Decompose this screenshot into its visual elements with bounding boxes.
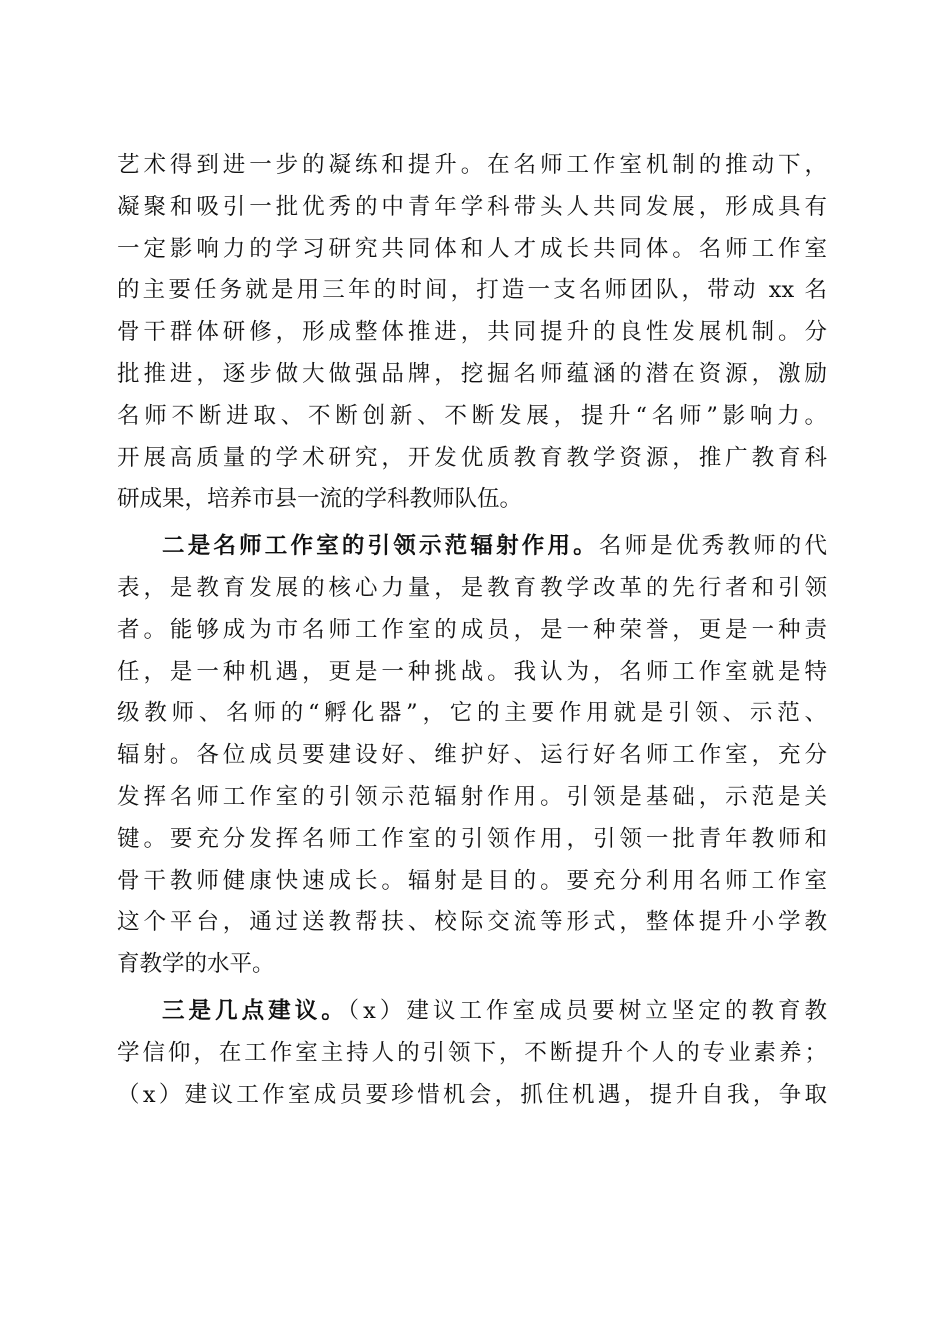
paragraph-first-line [117, 991, 827, 1033]
text-line: 育教学的水平。 [117, 951, 275, 978]
text-line: 一定影响力的学习研究共同体和人才成长共同体。名师工作室 [117, 235, 827, 262]
text-line: 者。能够成为市名师工作室的成员，是一种荣誉，更是一种责 [117, 616, 827, 643]
document-body [117, 145, 827, 1116]
text-line: 名师不断进取、不断创新、不断发展，提升“名师”影响力。 [117, 402, 827, 429]
paragraph-first-line [117, 526, 827, 568]
text-line: 凝聚和吸引一批优秀的中青年学科带头人共同发展，形成具有 [117, 193, 827, 220]
text-line: （x）建议工作室成员要珍惜机会，抓住机遇，提升自我，争取 [117, 1081, 827, 1108]
text-line: 表，是教育发展的核心力量，是教育教学改革的先行者和引领 [117, 574, 827, 601]
paragraph-2 [117, 526, 827, 986]
text-line: 骨干群体研修，形成整体推进，共同提升的良性发展机制。分 [117, 319, 827, 346]
text-run: 名师是优秀教师的代 [598, 533, 827, 560]
text-line: 的主要任务就是用三年的时间，打造一支名师团队，带动 xx 名 [117, 277, 827, 304]
text-line: 级教师、名师的“孵化器”，它的主要作用就是引领、示范、 [117, 700, 827, 727]
text-line: 批推进，逐步做大做强品牌，挖掘名师蕴涵的潜在资源，激励 [117, 360, 827, 387]
text-line: 骨干教师健康快速成长。辐射是目的。要充分利用名师工作室 [117, 867, 827, 894]
text-line: 辐射。各位成员要建设好、维护好、运行好名师工作室，充分 [117, 742, 827, 769]
text-line: 开展高质量的学术研究，开发优质教育教学资源，推广教育科 [117, 444, 827, 471]
text-line: 研成果，培养市县一流的学科教师队伍。 [117, 486, 523, 513]
text-line: 学信仰，在工作室主持人的引领下，不断提升个人的专业素养； [117, 1039, 827, 1066]
text-line: 艺术得到进一步的凝练和提升。在名师工作室机制的推动下， [117, 152, 827, 178]
paragraph-heading: 三是几点建议。 [162, 997, 348, 1024]
paragraph-heading: 二是名师工作室的引领示范辐射作用。 [162, 533, 599, 560]
text-line: 任，是一种机遇，更是一种挑战。我认为，名师工作室就是特 [117, 658, 827, 685]
paragraph-3 [117, 991, 827, 1116]
text-run: （x）建议工作室成员要树立坚定的教育教 [347, 997, 827, 1024]
text-line: 这个平台，通过送教帮扶、校际交流等形式，整体提升小学教 [117, 909, 827, 936]
text-line: 键。要充分发挥名师工作室的引领作用，引领一批青年教师和 [117, 825, 827, 852]
text-line: 发挥名师工作室的引领示范辐射作用。引领是基础，示范是关 [117, 783, 827, 810]
paragraph-1 [117, 145, 827, 521]
